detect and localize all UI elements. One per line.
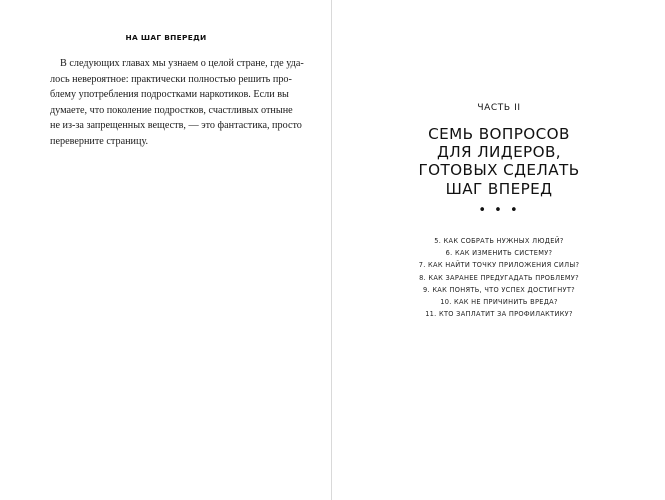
part-title	[333, 125, 665, 198]
part-title-line: ГОТОВЫХ СДЕЛАТЬ	[418, 161, 580, 180]
chapter-link-9[interactable]: 9. КАК ПОНЯТЬ, ЧТО УСПЕХ ДОСТИГНУТ?	[423, 285, 575, 294]
body-line: лось невероятное: практически полностью решить про-	[50, 73, 292, 85]
running-head: НА ШАГ ВПЕРЕДИ	[125, 33, 207, 42]
body-line: В следующих главах мы узнаем о целой стране, где уда-	[60, 58, 304, 69]
chapter-link-5[interactable]: 5. КАК СОБРАТЬ НУЖНЫХ ЛЮДЕЙ?	[434, 237, 564, 245]
part-title-line: ДЛЯ ЛИДЕРОВ,	[436, 143, 562, 162]
page-gutter	[331, 0, 332, 500]
right-page[interactable]	[333, 0, 665, 500]
part-title-line: СЕМЬ ВОПРОСОВ	[428, 125, 570, 143]
chapter-link-11[interactable]: 11. КТО ЗАПЛАТИТ ЗА ПРОФИЛАКТИКУ?	[425, 310, 573, 319]
ornament-dots: • • •	[478, 203, 520, 218]
chapter-list	[333, 235, 665, 320]
chapter-link-6[interactable]: 6. КАК ИЗМЕНИТЬ СИСТЕМУ?	[445, 249, 553, 258]
chapter-link-8[interactable]: 8. КАК ЗАРАНЕЕ ПРЕДУГАДАТЬ ПРОБЛЕМУ?	[419, 273, 579, 282]
part-label: ЧАСТЬ II	[477, 103, 521, 113]
body-line: не из-за запрещенных веществ, — это фантастика, просто	[50, 120, 302, 132]
chapter-link-10[interactable]: 10. КАК НЕ ПРИЧИНИТЬ ВРЕДА?	[440, 298, 558, 307]
body-line: переверните страницу.	[50, 135, 149, 147]
body-line: думаете, что поколение подростков, счастливых отныне	[50, 104, 293, 116]
body-line: блему употребления подростками наркотиков. Если вы	[50, 89, 289, 101]
part-title-line: ШАГ ВПЕРЕД	[445, 179, 553, 198]
chapter-link-7[interactable]: 7. КАК НАЙТИ ТОЧКУ ПРИЛОЖЕНИЯ СИЛЫ?	[418, 261, 580, 270]
body-paragraph	[50, 56, 304, 150]
left-page[interactable]	[0, 0, 332, 500]
